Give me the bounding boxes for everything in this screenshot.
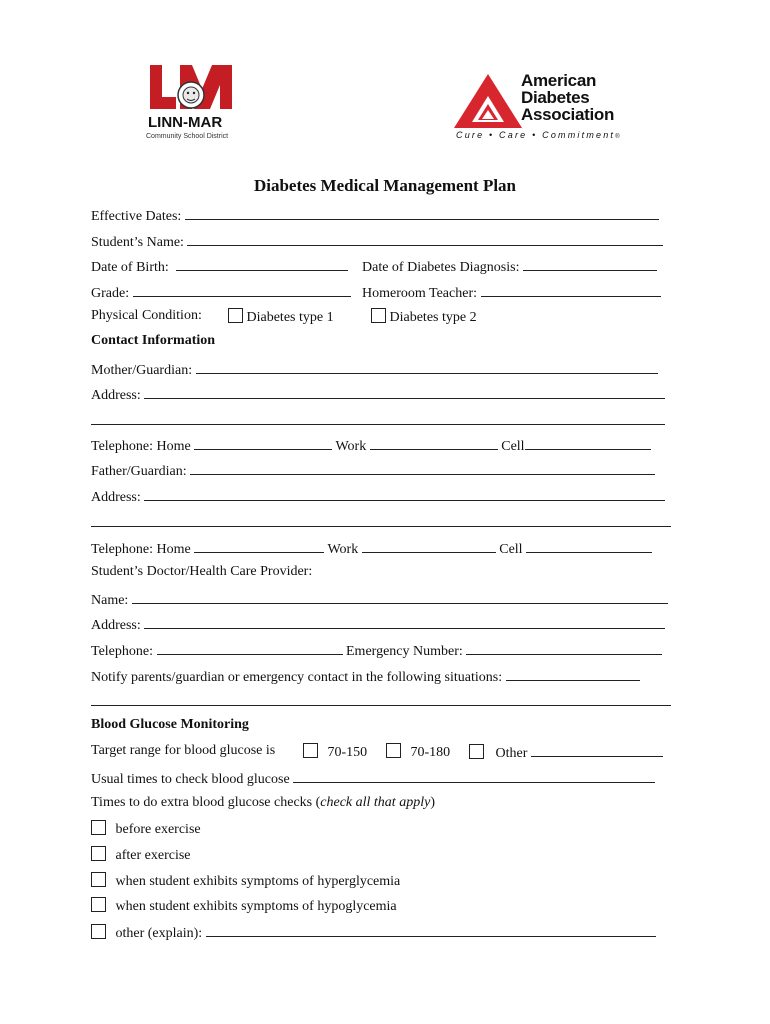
dob-label: Date of Birth:	[91, 260, 169, 275]
emergency-label: Emergency Number:	[346, 644, 463, 659]
hypoglycemia-label: when student exhibits symptoms of hypoglycemia	[115, 899, 397, 914]
ada-name	[521, 72, 614, 123]
father-cell-label: Cell	[499, 542, 523, 557]
hyperglycemia-label: when student exhibits symptoms of hyperglycemia	[115, 874, 401, 889]
address1-field[interactable]	[144, 385, 665, 399]
mother-field[interactable]	[196, 360, 658, 374]
hypoglycemia-checkbox[interactable]	[91, 897, 106, 912]
type2-checkbox[interactable]	[371, 308, 386, 323]
doctor-phone-label: Telephone:	[91, 644, 153, 659]
ada-name-line-2: Diabetes	[521, 88, 590, 107]
ada-reg-mark: ®	[615, 134, 622, 140]
doctor-address-label: Address:	[91, 618, 141, 633]
address1-line-2[interactable]	[91, 424, 665, 425]
extra-item-4	[91, 897, 397, 915]
ada-name-line-3: Association	[521, 105, 615, 124]
father-tel-home-field[interactable]	[194, 539, 324, 553]
diagnosis-field[interactable]	[523, 257, 657, 271]
target-70-180-label: 70-180	[410, 745, 451, 760]
before-exercise-checkbox[interactable]	[91, 820, 106, 835]
dob-row	[91, 257, 348, 276]
target-other-checkbox[interactable]	[469, 744, 484, 759]
mother-cell-field[interactable]	[525, 436, 651, 450]
extra-item-2	[91, 846, 191, 864]
hyperglycemia-checkbox[interactable]	[91, 872, 106, 887]
doctor-address-field[interactable]	[144, 615, 665, 629]
doctor-phone-row	[91, 641, 662, 660]
after-exercise-label: after exercise	[115, 848, 191, 863]
extra-checks-label: Times to do extra blood glucose checks (	[91, 795, 321, 810]
bg-heading: Blood Glucose Monitoring	[91, 717, 249, 732]
doctor-phone-field[interactable]	[157, 641, 343, 655]
mother-phones-row	[91, 436, 651, 455]
address2-field[interactable]	[144, 487, 665, 501]
before-exercise-label: before exercise	[115, 822, 201, 837]
linn-mar-wordmark: LINN-MAR	[148, 114, 223, 131]
effective-dates-label: Effective Dates:	[91, 209, 182, 224]
father-work-label: Work	[327, 542, 359, 557]
student-name-label: Student’s Name:	[91, 235, 184, 250]
usual-times-row	[91, 769, 655, 788]
mother-tel-home-label: Telephone: Home	[91, 439, 191, 454]
after-exercise-checkbox[interactable]	[91, 846, 106, 861]
notify-field[interactable]	[506, 667, 640, 681]
doctor-name-field[interactable]	[132, 590, 668, 604]
address2-label: Address:	[91, 490, 141, 505]
mother-tel-home-field[interactable]	[194, 436, 332, 450]
type2-option	[371, 308, 477, 326]
mother-work-field[interactable]	[370, 436, 498, 450]
address2-line-2[interactable]	[91, 526, 671, 527]
mother-label: Mother/Guardian:	[91, 363, 193, 378]
mother-cell-label: Cell	[501, 439, 525, 454]
doctor-address-row	[91, 615, 665, 634]
mother-row	[91, 360, 658, 379]
physical-condition-label: Physical Condition:	[91, 308, 202, 323]
doctor-name-row	[91, 590, 668, 609]
physical-condition-row	[91, 308, 202, 324]
other-explain-checkbox[interactable]	[91, 924, 106, 939]
type1-option	[228, 308, 334, 326]
address2-row	[91, 487, 665, 506]
father-work-field[interactable]	[362, 539, 496, 553]
grade-field[interactable]	[133, 283, 351, 297]
diagnosis-row	[362, 257, 657, 276]
notify-line-2[interactable]	[91, 705, 671, 706]
extra-checks-italic: check all that apply	[320, 795, 431, 810]
dob-field[interactable]	[176, 257, 348, 271]
target-label: Target range for blood glucose is	[91, 743, 276, 758]
ada-tagline	[456, 130, 622, 140]
address1-row	[91, 385, 665, 404]
diagnosis-label: Date of Diabetes Diagnosis:	[362, 260, 520, 275]
homeroom-field[interactable]	[481, 283, 661, 297]
target-70-150-label: 70-150	[327, 745, 368, 760]
target-70-150-checkbox[interactable]	[303, 743, 318, 758]
usual-times-field[interactable]	[293, 769, 655, 783]
homeroom-row	[362, 283, 661, 302]
father-label: Father/Guardian:	[91, 464, 187, 479]
extra-item-1	[91, 820, 201, 838]
form-title: Diabetes Medical Management Plan	[253, 176, 517, 195]
homeroom-label: Homeroom Teacher:	[362, 286, 477, 301]
doctor-name-label: Name:	[91, 593, 129, 608]
target-opt1	[303, 743, 367, 761]
other-explain-field[interactable]	[206, 923, 656, 937]
type2-label: Diabetes type 2	[389, 310, 477, 325]
student-name-row	[91, 232, 663, 251]
father-tel-home-label: Telephone: Home	[91, 542, 191, 557]
target-opt2	[386, 743, 450, 761]
effective-dates-row	[91, 206, 659, 225]
target-row	[91, 743, 275, 759]
usual-times-label: Usual times to check blood glucose	[91, 772, 290, 787]
target-other-field[interactable]	[531, 743, 663, 757]
notify-row	[91, 667, 640, 686]
type1-checkbox[interactable]	[228, 308, 243, 323]
father-phones-row	[91, 539, 652, 558]
target-other-label: Other	[495, 746, 528, 761]
effective-dates-field[interactable]	[185, 206, 659, 220]
address1-label: Address:	[91, 388, 141, 403]
extra-checks-row	[91, 795, 435, 811]
grade-row	[91, 283, 351, 302]
extra-checks-end: )	[430, 795, 435, 810]
target-70-180-checkbox[interactable]	[386, 743, 401, 758]
extra-item-5	[91, 923, 656, 942]
doctor-heading: Student’s Doctor/Health Care Provider:	[91, 564, 313, 579]
contact-heading: Contact Information	[91, 333, 216, 348]
ada-tagline-text: Cure • Care • Commitment	[456, 130, 616, 140]
grade-label: Grade:	[91, 286, 130, 301]
other-explain-label: other (explain):	[115, 926, 203, 941]
target-opt3	[469, 743, 663, 762]
ada-name-line-1: American	[521, 71, 597, 90]
extra-item-3	[91, 872, 400, 890]
father-cell-field[interactable]	[526, 539, 652, 553]
notify-label: Notify parents/guardian or emergency contact in the following situations:	[91, 670, 503, 685]
emergency-field[interactable]	[466, 641, 662, 655]
father-field[interactable]	[190, 461, 655, 475]
linn-mar-caption: Community School District	[146, 133, 229, 140]
mother-work-label: Work	[335, 439, 367, 454]
father-row	[91, 461, 655, 480]
type1-label: Diabetes type 1	[246, 310, 334, 325]
student-name-field[interactable]	[187, 232, 663, 246]
